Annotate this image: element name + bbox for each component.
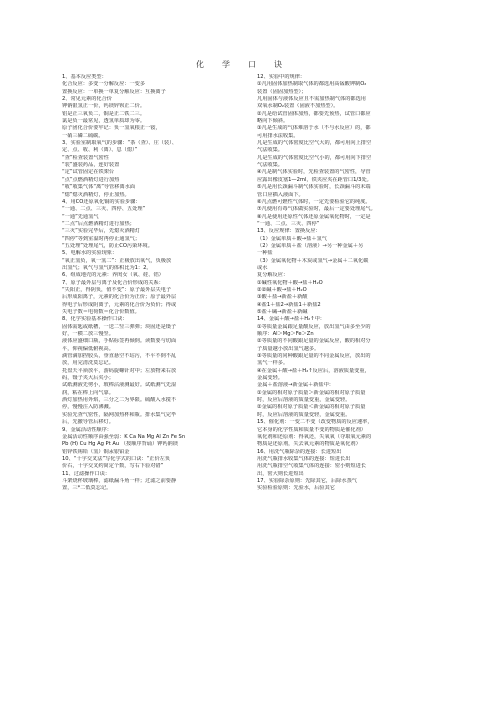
text-line: 铝锌铁锡铅（氢）铜汞银铂金 bbox=[62, 448, 130, 455]
text-line: 实验检验原则：先验水，后验其它 bbox=[257, 485, 335, 492]
text-line: 出，密大则长进短出 bbox=[257, 470, 304, 477]
right-column bbox=[257, 74, 441, 493]
text-line: ⑤盐＋碱→新盐＋新碱 bbox=[257, 309, 308, 315]
text-line: （2）金属单质＋盐（溶液）→另一种金属＋另 bbox=[257, 242, 364, 249]
text-line: ②凡是给试管固体加热，都要先预热，试管口都应 bbox=[257, 110, 371, 117]
text-line: ④凡是制气体实验时，先检查装置的气密性，导管 bbox=[257, 169, 371, 176]
text-line: 置，三*二低莫忘记。 bbox=[62, 485, 112, 492]
text-line: 实验先查气密性，隔网加热杯和瓶。排水集气完毕 bbox=[62, 411, 177, 418]
text-line: “一通、二点、三灭、四停” bbox=[257, 220, 320, 227]
text-line: 润，粘在棒上向气靠。 bbox=[62, 389, 114, 396]
text-line: ③酸＋盐→新盐＋新酸 bbox=[257, 294, 308, 301]
text-line: ⑦凡使用有毒气体做实验时，最后一定要处理尾气。 bbox=[257, 206, 376, 213]
text-line: ①凡用固体加热制取气体的都选用高锰酸钾制O₂ bbox=[257, 81, 367, 88]
text-line: 管口应插入液面下。 bbox=[257, 191, 304, 198]
text-line: 9、金属活动性顺序： bbox=[62, 426, 112, 433]
text-line: ②②碱＋酸→盐＋H₂O bbox=[257, 286, 307, 293]
text-line: ⑥凡点燃可燃性气体时，一定先要检验它的纯度。 bbox=[257, 198, 371, 205]
text-line: 试纸测液先剪小，玻棒沾液测最好。试纸测气先湿 bbox=[62, 382, 177, 389]
text-line: 时，反应后溶液的质量变轻，金属变重。 bbox=[257, 411, 351, 418]
text-line: 金属变轻。 bbox=[257, 375, 283, 382]
text-line: “三灭”实验完毕后，先熄灭酒精灯 bbox=[62, 228, 141, 235]
text-line: 滴管滴加捏胶头，垂直悬空不玷污，不平不倒不乱 bbox=[62, 353, 177, 360]
text-line: 价右，十字交叉约简定个数，写右下验对错” bbox=[62, 463, 164, 470]
text-line: “一通”先通氢气 bbox=[62, 213, 99, 220]
text-line: “收”收集气体“离”导管移离水面 bbox=[62, 184, 136, 191]
text-line: ①金属的相对原子质量＞新金属的相对原子质量 bbox=[257, 389, 366, 396]
text-line: ④盐1＋盐2→新盐1＋新盐2 bbox=[257, 301, 321, 308]
text-line: 酒灯加热用外焰，三分之二为界限。硫酸入水搅不 bbox=[62, 397, 177, 404]
text-line: ②等质量的不同酸跟足量的金属反应，酸的相对分 bbox=[257, 338, 371, 345]
text-line: 斗架烧杯玻璃棒，滤纸漏斗角一样；过滤之前要静 bbox=[62, 477, 177, 484]
text-line: （3）金属氧化物＋木炭或氢气→金属＋二氧化碳 bbox=[257, 257, 369, 264]
text-line: 后，先撤导管后移灯。 bbox=[62, 419, 114, 426]
text-line: 金属＋盐溶液→新金属＋新盐中： bbox=[257, 382, 334, 389]
text-line: 装置（固固加热型）； bbox=[257, 88, 307, 95]
text-line: 12、实验中的规律： bbox=[257, 74, 306, 80]
text-line: 得电子后形成阴离子，元素的化合价为负价；得或 bbox=[62, 301, 177, 308]
text-line: Pb (H) Cu Hg Ag Pt Au （按顺序背诵）钾钙钠镁 bbox=[62, 441, 178, 448]
text-line: 氧化剂和还原剂：得氧还，失氧氧（夺取氧元素的 bbox=[257, 433, 372, 440]
left-column bbox=[62, 74, 245, 493]
text-line: 物质是还原剂，失去氧元素的物质是氧化剂） bbox=[257, 441, 361, 448]
text-line: 铝是正三氧负二，铜是正二铁二三。 bbox=[62, 110, 146, 117]
text-line: “失阳正，得阴负，值不变”：原子最外层失电子 bbox=[62, 286, 172, 293]
text-line: 凡是生成的气体密度比空气小的，都可用向下排空 bbox=[257, 154, 372, 161]
text-line: 平，仰视偏低俯视高。 bbox=[62, 345, 114, 352]
text-line: 放，用完清洗莫忘记。 bbox=[62, 360, 114, 367]
text-line: 5、电解水的实验现象： bbox=[62, 250, 118, 257]
text-line: 托盘天平须放平，游码旋螺针对中；左放物来右放 bbox=[62, 367, 177, 374]
text-line: 4、用CO还原氧化铜的实验步骤： bbox=[62, 198, 141, 205]
text-line: 一硝三磷二硫碳。 bbox=[62, 132, 104, 139]
text-line: 一种盐 bbox=[257, 250, 273, 257]
text-line: 应露出橡皮塞1—2ml，铁夹应夹在距管口1/3处。 bbox=[257, 176, 372, 183]
text-line: 7、原子最外层与离子及化合价形成的关系： bbox=[62, 279, 164, 286]
text-line: 8、化学实验基本操作口诀： bbox=[62, 316, 128, 323]
text-line: 气法收集。 bbox=[257, 147, 283, 154]
text-line: 17、实验除杂原则：先除其它，后除水蒸气 bbox=[257, 477, 357, 484]
text-line: 可用排水法收集。 bbox=[257, 132, 299, 139]
text-line: 气法收集。 bbox=[257, 162, 283, 169]
text-line: “装”盛装药品，连好装置 bbox=[62, 162, 120, 169]
text-line: “五处理”处理尾气，防止CO污染环境。 bbox=[62, 242, 153, 249]
text-line: 定、点、收、利（离）、息（熄）” bbox=[62, 147, 138, 154]
text-line: 金属活动性顺序由强至弱：K Ca Na Mg Al Zn Fe Sn bbox=[62, 433, 186, 440]
text-line: 11、过滤操作口诀： bbox=[62, 470, 111, 477]
text-line: 14、金属＋酸→盐＋H₂↑中： bbox=[257, 316, 325, 323]
text-line: 13、反应规律：置换反应： bbox=[257, 228, 321, 235]
text-line: 时，反应后溶液的质量变重，金属变轻。 bbox=[257, 397, 351, 404]
text-line: “一通、二点、三灭、四停、五处理” bbox=[62, 206, 146, 213]
text-line: ⑤凡是用长颈漏斗制气体实验时，长颈漏斗的末端 bbox=[257, 184, 371, 191]
text-line: 出氢气；氧气与氢气的体积比为1：2。 bbox=[62, 264, 152, 271]
text-line: “定”试管固定在铁架台 bbox=[62, 169, 115, 176]
text-line: “四停”等到室温时再停止通氢气； bbox=[62, 235, 141, 242]
text-line: 双氧水制O₂装置（固液不加热型）。 bbox=[257, 103, 339, 110]
text-line: “点”点燃酒精灯进行加热 bbox=[62, 176, 120, 183]
text-line: ④在金属＋酸→盐＋H₂↑反应后，溶液质量变重， bbox=[257, 367, 370, 374]
text-line: 钾钠银氢正一价，钙镁锌钡正二价。 bbox=[62, 103, 146, 110]
text-line: “熄”熄灭酒精灯，停止加热。 bbox=[62, 191, 130, 198]
text-line: 子质量越小放出氢气越多。 bbox=[257, 345, 320, 352]
text-line: 凡是生成的气体密度比空气大的，都可用向上排空 bbox=[257, 140, 372, 147]
text-line: 后形成阳离子，元素的化合价为正价；原子最外层 bbox=[62, 294, 177, 301]
text-line: 失电子数＝电荷数＝化合价数值。 bbox=[62, 309, 140, 315]
text-line: 氢气一样多。 bbox=[257, 360, 289, 367]
text-line: 3、实验室制取氧气的步骤：“茶（查）、庄（装）、 bbox=[62, 140, 177, 147]
text-line: 10、“十字交叉法”写化学式的口诀：“正价左负 bbox=[62, 455, 171, 462]
text-line: “二点”后点燃酒精灯进行加热； bbox=[62, 220, 135, 227]
text-line: “氧正氢负，氧一氢二”：正极放出氧气，负极放 bbox=[62, 257, 172, 264]
text-line: ①等质量金属跟足量酸反应，放出氢气由多至少的 bbox=[257, 323, 371, 330]
text-line: 化合反应：多变一分解反应：一变多 bbox=[62, 81, 146, 88]
text-line: ③凡是生成的气体难溶于水（不与水反应）的，都 bbox=[257, 125, 371, 132]
text-line: 6、组成地壳的元素：养闺女（氧、硅、铝） bbox=[62, 272, 164, 279]
text-line: （1）金属单质＋酸→盐＋氢气 bbox=[257, 235, 327, 242]
text-line: 1、基本反应类型： bbox=[62, 74, 107, 80]
text-line: “查”检查装置气密性 bbox=[62, 154, 109, 161]
text-line: 码，镊子夹大后夹小； bbox=[62, 375, 114, 382]
text-line: ⑧凡是使用还原性气体还原金属氧化物时，一定是 bbox=[257, 213, 371, 220]
text-line: 它本身的化学性质和质量不变的物质是催化剂） bbox=[257, 426, 366, 433]
text-line: 复分解反应： bbox=[257, 272, 289, 279]
text-line: 氯是负一最常见，透氢单质却为零。 bbox=[62, 118, 146, 125]
text-line: 原子团化合价要牢记：负一氢氧根正一铵， bbox=[62, 125, 161, 132]
text-line: ③等质量的同种酸跟足量的不同金属反应，放出的 bbox=[257, 353, 371, 360]
text-line: 置换反应：一单换一单复分解反应：互换离子 bbox=[62, 88, 166, 95]
text-line: 液体应盛细口瓶，手贴标签再倾倒。读数要与切面 bbox=[62, 338, 177, 345]
text-line: 用洗气瓶排空气收集气体的连接：密小则短进长 bbox=[257, 463, 366, 470]
text-line: 略向下倾斜。 bbox=[257, 118, 289, 125]
text-line: 用洗气瓶排水收集气体的连接：短进长出 bbox=[257, 455, 351, 462]
text-line: 15、催化剂：一变二不变（改变物质的反应速率， bbox=[257, 419, 373, 426]
text-line: 好，一横二放三慢竖。 bbox=[62, 331, 114, 338]
text-line: 或水 bbox=[257, 264, 268, 271]
text-line: 顺序：Al＞Mg＞Fe＞Zn bbox=[257, 331, 314, 338]
page-title: 化学口诀 bbox=[196, 60, 300, 69]
text-line: 2、常见元素的化合价 bbox=[62, 96, 112, 103]
text-line: 16、用洗气瓶除杂的连接：长进短出 bbox=[257, 448, 342, 455]
text-line: ②金属的相对原子质量＜新金属的相对原子质量 bbox=[257, 404, 366, 411]
text-line: 停，慢慢注入防沸溅。 bbox=[62, 404, 114, 411]
text-line: ①碱性氧化物＋酸→盐＋H₂O bbox=[257, 279, 323, 286]
text-line: 凡用固体与液体反应且不需加热制气体的都选用 bbox=[257, 96, 366, 103]
text-line: 固体需匙或纸槽，一送二竖三弹弹；块固还是镊子 bbox=[62, 323, 177, 330]
